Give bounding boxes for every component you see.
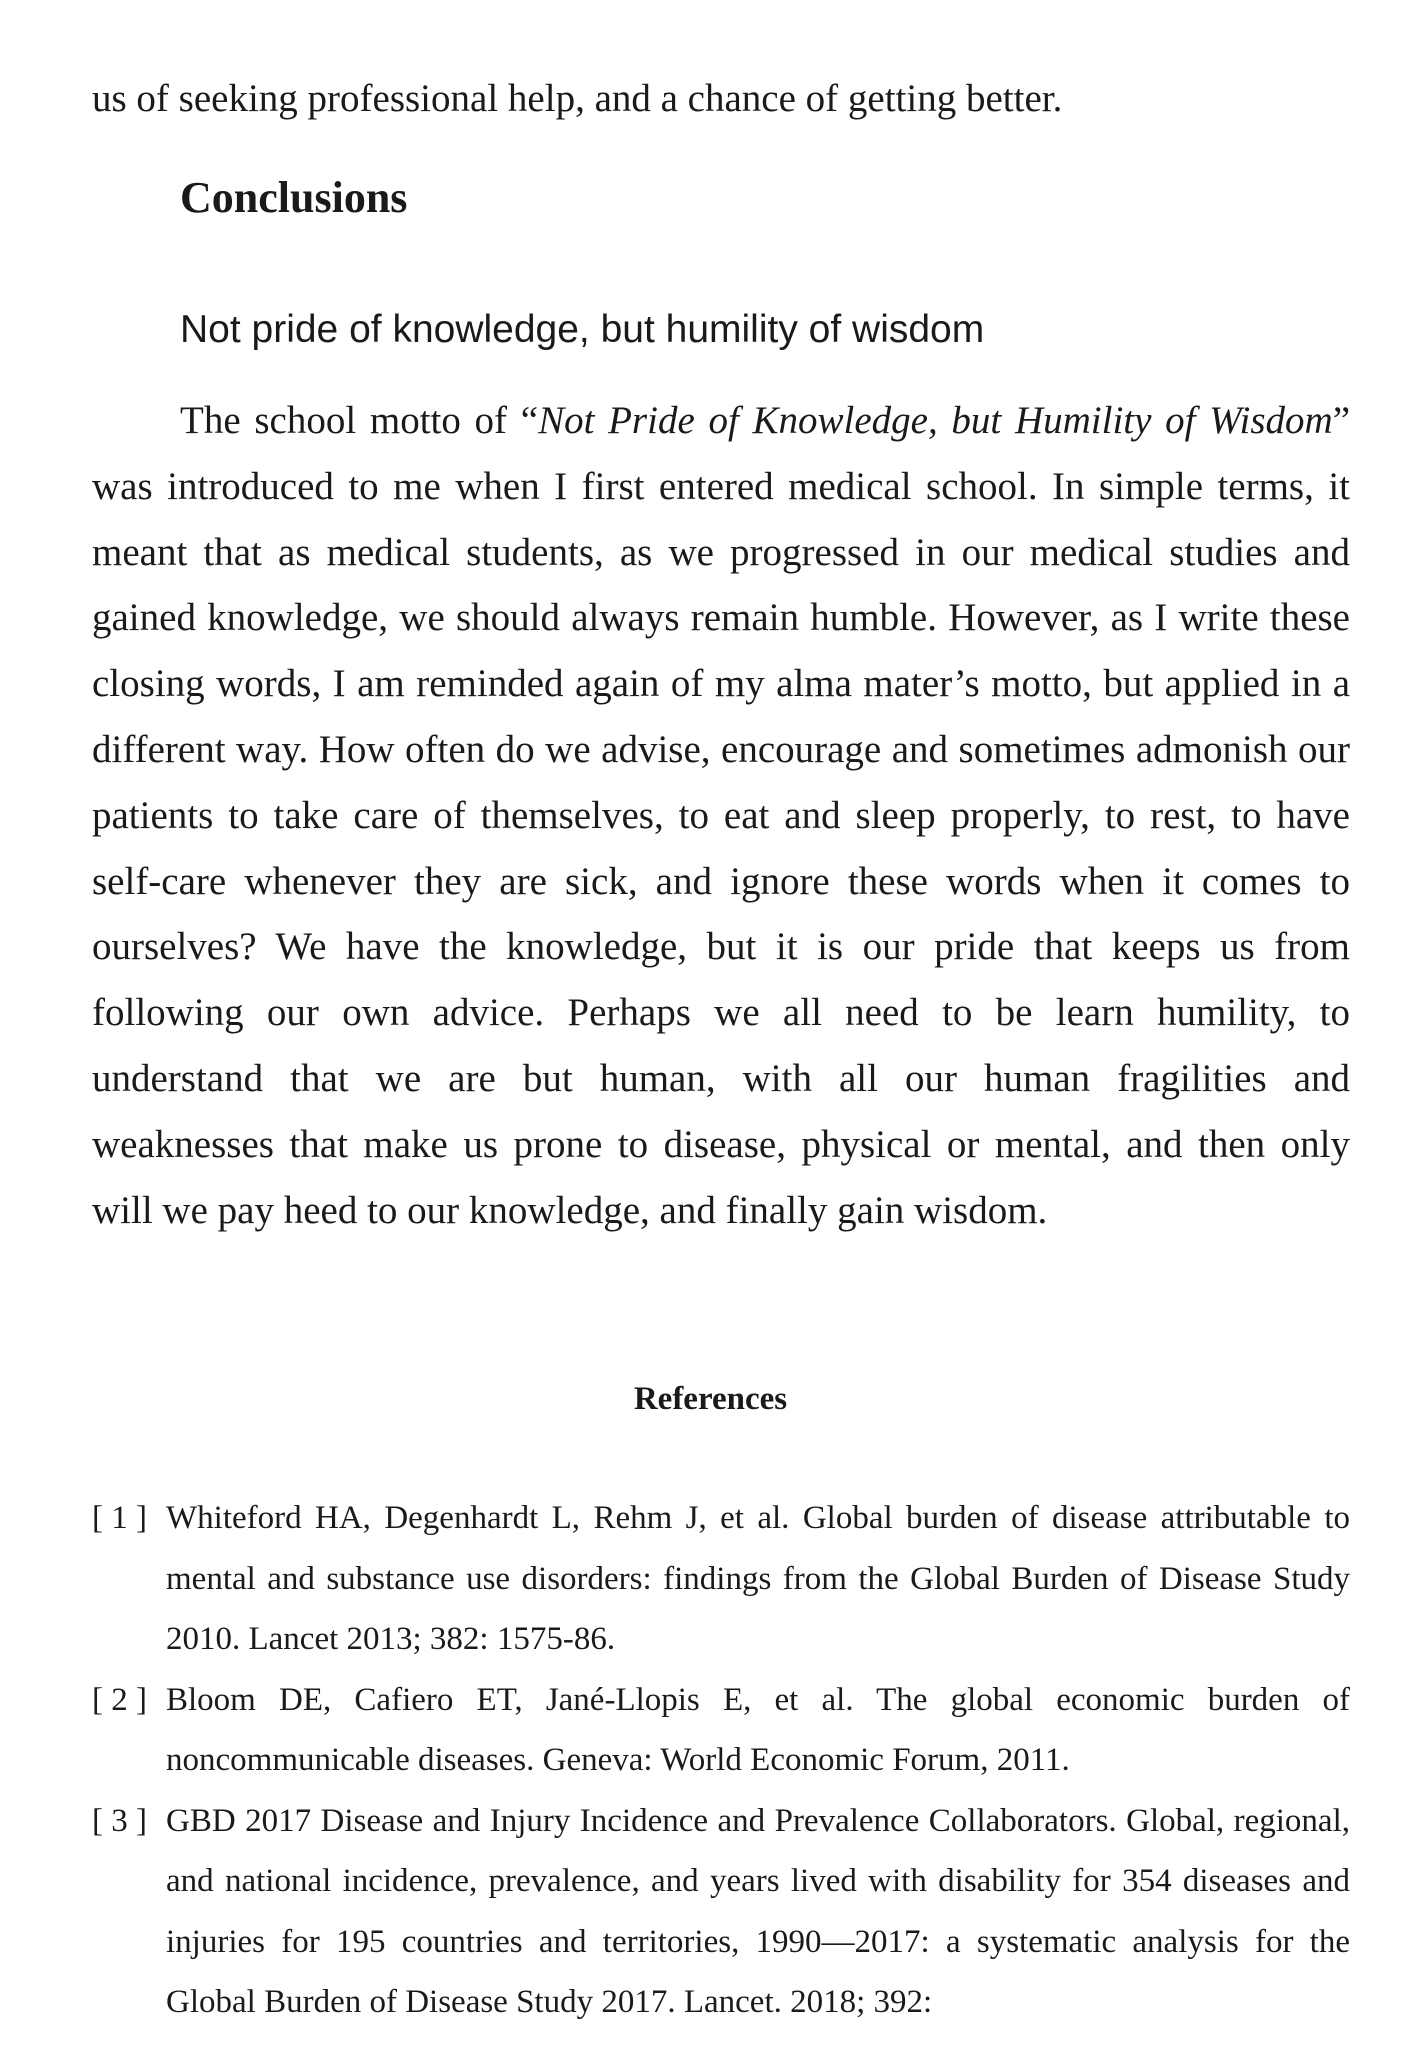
continued-text-line: us of seeking professional help, and a chance of getting better. [92,77,1063,120]
reference-item [92,1670,1350,1791]
section-heading: Conclusions [180,173,408,222]
conclusion-paragraph [92,388,1350,1243]
reference-item [92,1791,1350,2033]
paragraph-text-start: The school motto of “ [180,399,539,442]
references-title: References [633,1381,788,1417]
school-motto: Not Pride of Knowledge, but Humility of Wisdom [538,399,1333,442]
reference-text: Bloom DE, Cafiero ET, Jané-Llopis E, et al. The global economic burden of noncommunicable diseases. Geneva: World Economic Forum, 2011. [166,1681,1350,1778]
section-subheading: Not pride of knowledge, but humility of wisdom [180,308,985,351]
paragraph-text-rest: ” was introduced to me when I first entered medical school. In simple terms, it meant that as medical students, as we progressed in our medical studies and gained knowledge, we should always remain humble. However, as I write these closing words, I am reminded again of my alma mater’s motto, but applied in a different way. How often do we advise, encourage and sometimes admonish our patients to take care of themselves, to eat and sleep properly, to rest, to have self-care whenever they are sick, and ignore these words when it comes to ourselves? We have the knowledge, but it is our pride that keeps us from following our own advice. Perhaps we all need to be learn humility, to understand that we are but human, with all our human fragilities and weaknesses that make us prone to disease, physical or mental, and then only will we pay heed to our knowledge, and finally gain wisdom. [92,399,1350,1232]
reference-text: GBD 2017 Disease and Injury Incidence and Prevalence Collaborators. Global, regional, and national incidence, prevalence, and years lived with disability for 354 diseases and injuries for 195 countries and territories, 1990—2017: a systematic analysis for the Global Burden of Disease Study 2017. Lancet. 2018; 392: [166,1802,1350,2020]
reference-number: [ 2 ] [92,1681,147,1718]
reference-item [92,1488,1350,1670]
reference-number: [ 1 ] [92,1500,147,1536]
reference-text: Whiteford HA, Degenhardt L, Rehm J, et al. Global burden of disease attributable to mental and substance use disorders: findings from the Global Burden of Disease Study 2010. Lancet 2013; 382: 1575-86. [166,1500,1350,1657]
reference-number: [ 3 ] [92,1802,147,1839]
reference-list [92,1488,1350,2033]
